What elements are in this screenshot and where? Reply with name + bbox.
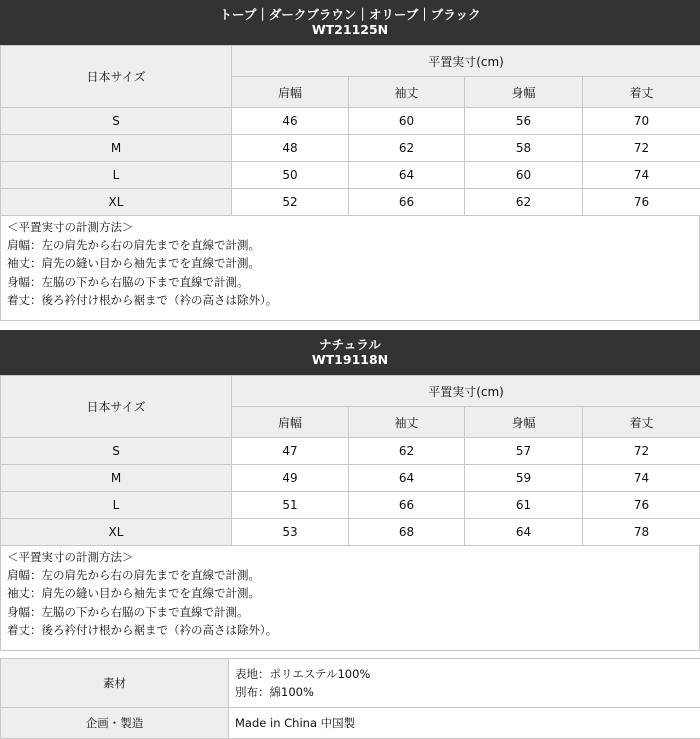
table-cell: 60	[349, 108, 465, 135]
column-header-chest: 身幅	[465, 407, 583, 438]
table-cell: 52	[232, 189, 349, 216]
note-line: 袖丈：肩先の縫い目から袖先までを直線で計測。	[7, 256, 260, 271]
size-label: XL	[1, 519, 232, 546]
size-label: S	[1, 438, 232, 465]
table-row	[1, 162, 700, 189]
table-cell: 58	[465, 135, 583, 162]
origin-value: Made in China 中国製	[229, 708, 700, 739]
table-row	[1, 108, 700, 135]
size-label: S	[1, 108, 232, 135]
table-cell: 78	[583, 519, 700, 546]
size-label: XL	[1, 189, 232, 216]
table-cell: 49	[232, 465, 349, 492]
size-label: M	[1, 135, 232, 162]
size-chart-2-title: ナチュラル	[319, 337, 381, 352]
table-cell: 62	[349, 438, 465, 465]
table-cell: 47	[232, 438, 349, 465]
column-header-chest: 身幅	[465, 77, 583, 108]
notes-heading: ＜平置実寸の計測方法＞	[7, 550, 134, 564]
table-row	[1, 438, 700, 465]
table-cell: 50	[232, 162, 349, 189]
note-line: 着丈：後ろ衿付け根から裾まで（衿の高さは除外）。	[7, 622, 278, 637]
measure-header: 平置実寸(cm)	[232, 376, 700, 407]
table-cell: 74	[583, 162, 700, 189]
table-cell: 53	[232, 519, 349, 546]
material-label: 素材	[1, 659, 229, 708]
measure-header: 平置実寸(cm)	[232, 46, 700, 77]
note-line: 身幅：左脇の下から右脇の下まで直線で計測。	[7, 604, 249, 619]
table-cell: 62	[349, 135, 465, 162]
table-cell: 74	[583, 465, 700, 492]
table-cell: 46	[232, 108, 349, 135]
column-header-sleeve: 袖丈	[349, 77, 465, 108]
size-chart-1	[0, 0, 700, 321]
spec-table	[0, 658, 700, 739]
table-cell: 60	[465, 162, 583, 189]
table-cell: 64	[349, 162, 465, 189]
origin-row	[1, 708, 700, 739]
origin-label: 企画・製造	[1, 708, 229, 739]
table-cell: 48	[232, 135, 349, 162]
table-row	[1, 519, 700, 546]
note-line: 肩幅：左の肩先から右の肩先までを直線で計測。	[7, 568, 260, 583]
size-chart-2-header	[0, 330, 700, 375]
size-label: L	[1, 162, 232, 189]
size-chart-1-code: WT21125N	[311, 22, 389, 37]
size-header: 日本サイズ	[1, 46, 232, 108]
column-header-length: 着丈	[583, 77, 700, 108]
size-label: L	[1, 492, 232, 519]
table-cell: 76	[583, 189, 700, 216]
column-header-sleeve: 袖丈	[349, 407, 465, 438]
note-line: 身幅：左脇の下から右脇の下まで直線で計測。	[7, 274, 249, 289]
table-cell: 64	[465, 519, 583, 546]
table-cell: 61	[465, 492, 583, 519]
table-cell: 56	[465, 108, 583, 135]
table-cell: 72	[583, 438, 700, 465]
column-header-length: 着丈	[583, 407, 700, 438]
table-cell: 66	[349, 492, 465, 519]
table-cell: 57	[465, 438, 583, 465]
spec-section	[0, 658, 700, 739]
size-chart-1-table	[0, 45, 700, 216]
note-line: 着丈：後ろ衿付け根から裾まで（衿の高さは除外）。	[7, 292, 278, 307]
table-row	[1, 465, 700, 492]
table-cell: 76	[583, 492, 700, 519]
table-cell: 72	[583, 135, 700, 162]
measurement-notes	[0, 546, 700, 651]
size-chart-2	[0, 330, 700, 651]
note-line: 肩幅：左の肩先から右の肩先までを直線で計測。	[7, 238, 260, 253]
size-chart-2-table	[0, 375, 700, 546]
table-row	[1, 135, 700, 162]
note-line: 袖丈：肩先の縫い目から袖先までを直線で計測。	[7, 586, 260, 601]
size-header: 日本サイズ	[1, 376, 232, 438]
size-chart-2-code: WT19118N	[311, 352, 389, 367]
table-cell: 64	[349, 465, 465, 492]
size-label: M	[1, 465, 232, 492]
measurement-notes	[0, 216, 700, 321]
table-cell: 59	[465, 465, 583, 492]
notes-heading: ＜平置実寸の計測方法＞	[7, 220, 134, 234]
column-header-shoulder: 肩幅	[232, 407, 349, 438]
table-cell: 66	[349, 189, 465, 216]
column-header-shoulder: 肩幅	[232, 77, 349, 108]
table-cell: 51	[232, 492, 349, 519]
material-line: 表地：ポリエステル100%	[235, 667, 371, 681]
table-cell: 70	[583, 108, 700, 135]
material-row	[1, 659, 700, 708]
material-line: 別布：綿100%	[235, 685, 314, 699]
table-cell: 62	[465, 189, 583, 216]
table-row	[1, 189, 700, 216]
size-chart-1-header	[0, 0, 700, 45]
table-cell: 68	[349, 519, 465, 546]
material-value	[229, 659, 700, 708]
table-row	[1, 492, 700, 519]
size-chart-1-title: トープ｜ダークブラウン｜オリーブ｜ブラック	[219, 7, 481, 22]
